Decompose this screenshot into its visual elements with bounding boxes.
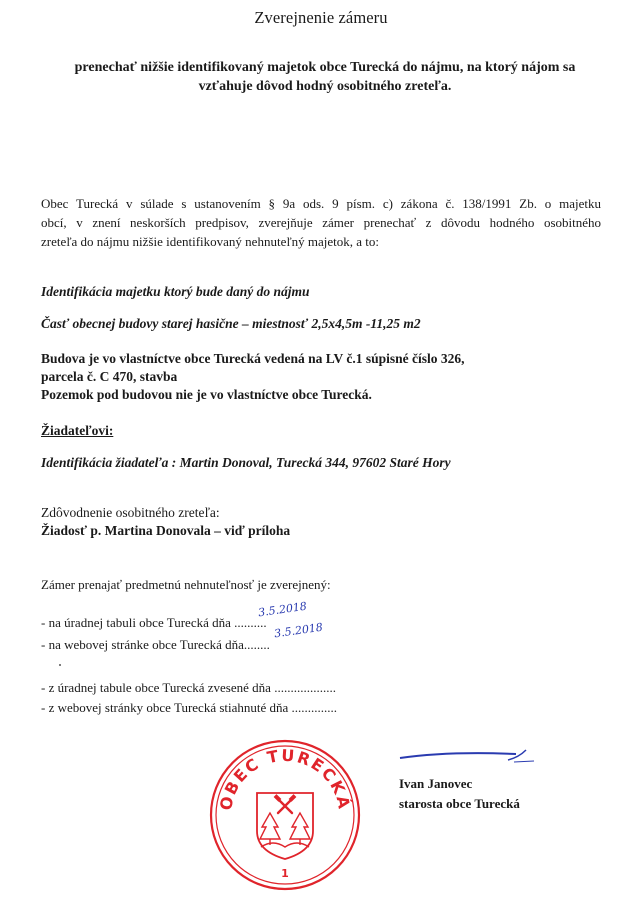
official-stamp [205,735,365,895]
removal-label: - z webovej stránky obce Turecká stiahnuté dňa [41,700,289,715]
signatory-position: starosta obce Turecká [399,796,520,811]
ownership-line: Pozemok pod budovou nie je vo vlastníctve obce Turecká. [41,387,372,402]
removal-item-web [41,700,337,716]
publication-dots: ........ [243,637,270,652]
property-part: Časť obecnej budovy starej hasične – miestnosť 2,5x4,5m -11,25 m2 [41,316,421,331]
ownership-line: parcela č. C 470, stavba [41,369,178,384]
stamp-number: 1 [281,867,289,880]
justification-heading: Zdôvodnenie osobitného zreteľa: [41,505,220,520]
subtitle-line: prenechať nižšie identifikovaný majetok obce Turecká do nájmu, na ktorý nájom sa [74,60,576,75]
removal-label: - z úradnej tabule obce Turecká zvesené dňa [41,680,271,695]
property-heading: Identifikácia majetku ktorý bude daný do nájmu [41,284,310,299]
subtitle-line: vzťahuje dôvod hodný osobitného zreteľa. [198,79,452,94]
svg-text:OBEC TURECKÁ [216,746,354,812]
document-subtitle [40,58,610,96]
removal-dots: ................... [274,680,336,695]
intro-line: zreteľa do nájmu nižšie identifikovaný nehnuteľný majetok, a to: [41,234,379,249]
signature-scribble [398,744,538,770]
ownership-line: Budova je vo vlastníctve obce Turecká vedená na LV č.1 súpisné číslo 326, [41,351,465,366]
signatory-block [399,774,520,814]
removal-dots: .............. [291,700,338,715]
ink-dot [59,664,61,666]
applicant-identification: Identifikácia žiadateľa : Martin Donoval, Turecká 344, 97602 Staré Hory [41,455,451,470]
handwritten-date: 3.5.2018 [273,620,324,641]
ownership-block [41,350,601,404]
justification-text: Žiadosť p. Martina Donovala – viď príloha [41,523,291,538]
intro-line: obcí, v znení neskorších predpisov, zverejňuje zámer prenechať z dôvodu hodného osobitného [41,215,601,230]
publication-heading: Zámer prenajať predmetnú nehnuteľnosť je zverejnený: [41,577,331,592]
publication-item-web [41,637,270,653]
intro-paragraph [41,194,601,251]
intro-line: Obec Turecká v súlade s ustanovením § 9a ods. 9 písm. c) zákona č. 138/1991 Zb. o majetku [41,196,601,211]
removal-item-board [41,680,336,696]
stamp-text: OBEC TURECKÁ [215,745,355,813]
applicant-heading: Žiadateľovi: [41,423,114,438]
publication-label: - na webovej stránke obce Turecká dňa [41,637,244,652]
handwritten-date: 3.5.2018 [257,599,308,620]
publication-item-board [41,615,267,631]
publication-label: - na úradnej tabuli obce Turecká dňa [41,615,231,630]
publication-dots: .......... [234,615,267,630]
document-title: Zverejnenie zámeru [254,8,388,27]
signatory-name: Ivan Janovec [399,776,473,791]
